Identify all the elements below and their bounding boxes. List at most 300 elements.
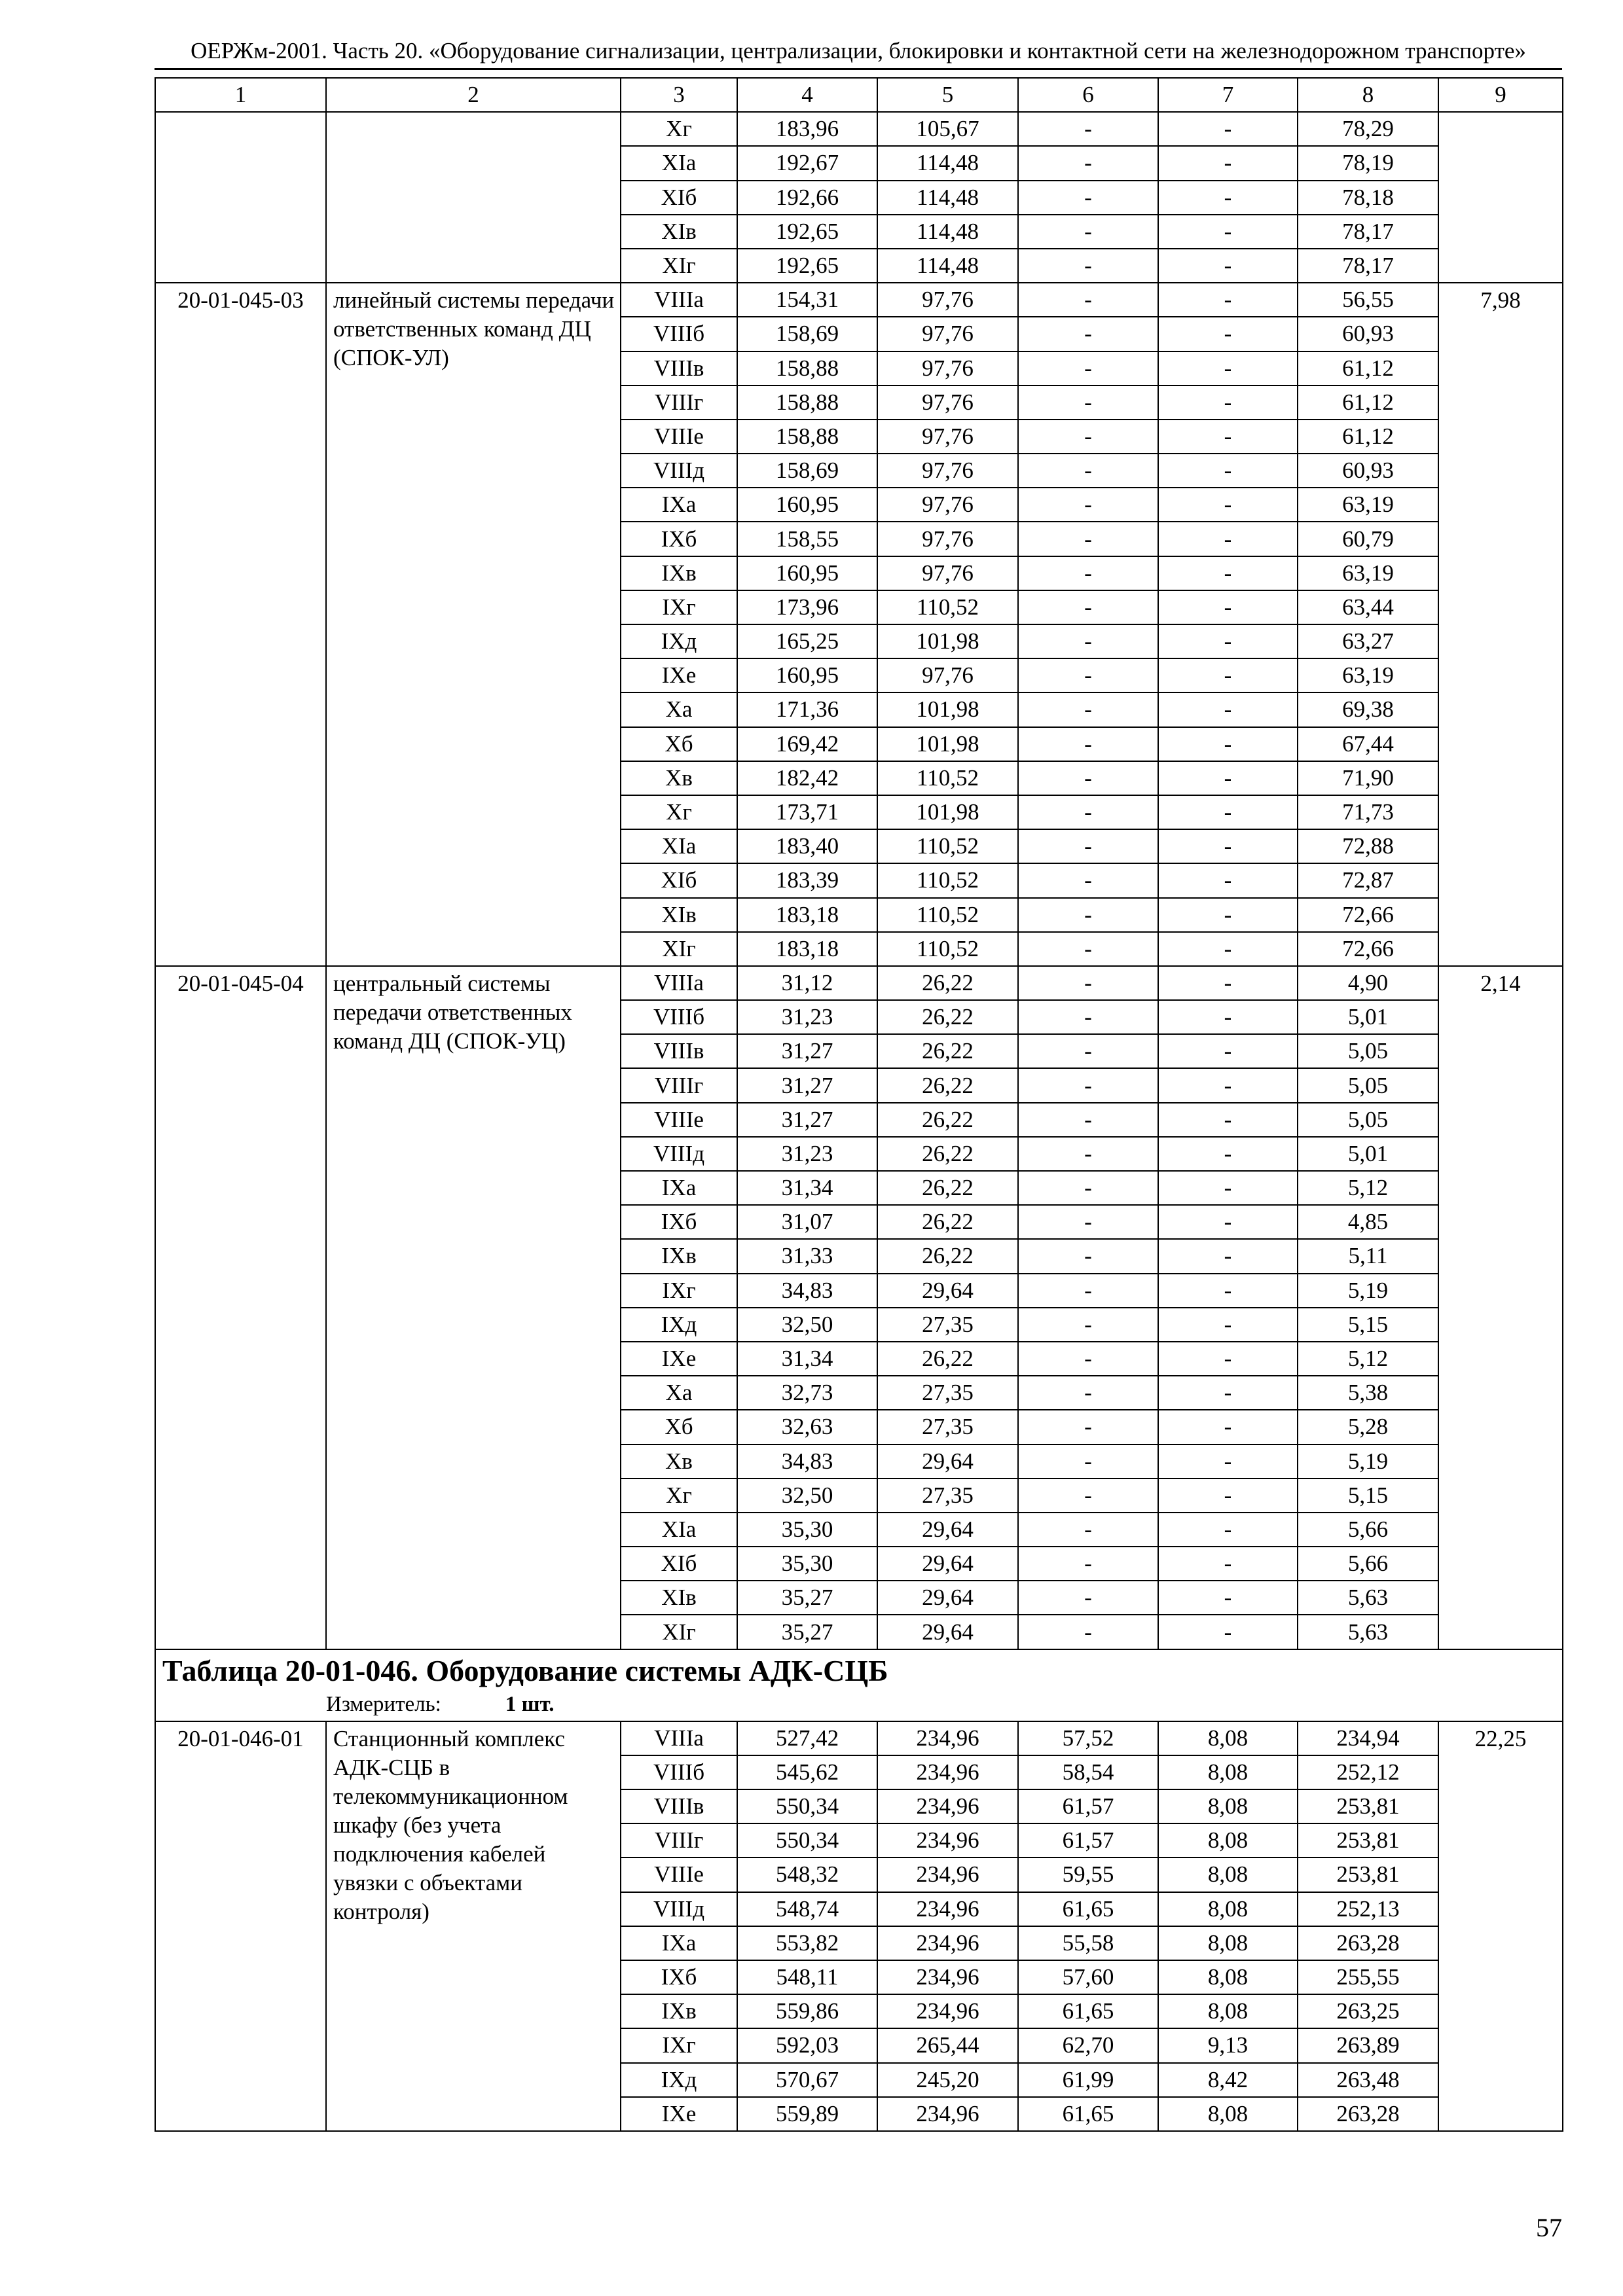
table-cell: 97,76 <box>877 351 1018 386</box>
column-number: 7 <box>1158 78 1298 112</box>
table-cell: - <box>1158 488 1298 522</box>
table-cell: - <box>1158 863 1298 897</box>
table-cell: 72,87 <box>1298 863 1438 897</box>
table-cell: 61,57 <box>1018 1823 1158 1857</box>
table-cell: Xa <box>621 692 737 726</box>
table-cell: - <box>1158 420 1298 454</box>
table-cell: 5,63 <box>1298 1615 1438 1649</box>
table-cell: - <box>1158 966 1298 1000</box>
table-cell: - <box>1158 317 1298 351</box>
table-cell: 5,12 <box>1298 1171 1438 1205</box>
table-cell: - <box>1018 966 1158 1000</box>
table-cell: VIIIб <box>621 1000 737 1034</box>
column-number: 1 <box>155 78 326 112</box>
table-cell: 263,89 <box>1298 2028 1438 2062</box>
table-cell: 8,42 <box>1158 2063 1298 2097</box>
table-cell: 61,65 <box>1018 1994 1158 2028</box>
column-number: 4 <box>737 78 877 112</box>
table-cell: 56,55 <box>1298 283 1438 317</box>
table-cell: XIг <box>621 932 737 966</box>
table-cell: 63,19 <box>1298 488 1438 522</box>
table-cell: 548,11 <box>737 1960 877 1994</box>
table-cell: 154,31 <box>737 283 877 317</box>
table-cell: 158,55 <box>737 522 877 556</box>
table-row <box>155 1721 1563 1755</box>
table-cell: 69,38 <box>1298 692 1438 726</box>
table-cell: 60,93 <box>1298 454 1438 488</box>
table-cell: 5,12 <box>1298 1342 1438 1376</box>
table-cell: 182,42 <box>737 761 877 795</box>
table-cell: 97,76 <box>877 283 1018 317</box>
table-cell: - <box>1158 181 1298 215</box>
table-cell: 263,28 <box>1298 2097 1438 2131</box>
table-cell: 72,66 <box>1298 898 1438 932</box>
table-cell: - <box>1158 386 1298 420</box>
table-cell: 67,44 <box>1298 727 1438 761</box>
table-cell: 570,67 <box>737 2063 877 2097</box>
table-cell: 550,34 <box>737 1789 877 1823</box>
table-cell: 29,64 <box>877 1547 1018 1581</box>
table-cell: 8,08 <box>1158 1994 1298 2028</box>
table-cell: 71,90 <box>1298 761 1438 795</box>
table-cell: 158,88 <box>737 351 877 386</box>
table-cell: 4,90 <box>1298 966 1438 1000</box>
table-cell: 72,66 <box>1298 932 1438 966</box>
table-cell: - <box>1018 386 1158 420</box>
table-cell: 29,64 <box>877 1274 1018 1308</box>
table-cell: 192,65 <box>737 249 877 283</box>
table-cell: 165,25 <box>737 624 877 658</box>
table-cell: 35,30 <box>737 1513 877 1547</box>
table-cell: 61,57 <box>1018 1789 1158 1823</box>
table-cell: 26,22 <box>877 1205 1018 1239</box>
table-cell: 61,12 <box>1298 386 1438 420</box>
column-number: 8 <box>1298 78 1438 112</box>
table-caption-row <box>155 1649 1563 1721</box>
table-cell: 553,82 <box>737 1926 877 1960</box>
column-9-value: 2,14 <box>1438 966 1563 1649</box>
table-cell: - <box>1158 351 1298 386</box>
table-cell: IXг <box>621 2028 737 2062</box>
table-cell: 5,01 <box>1298 1137 1438 1171</box>
table-cell: 550,34 <box>737 1823 877 1857</box>
table-cell: - <box>1018 1342 1158 1376</box>
table-cell: 105,67 <box>877 112 1018 146</box>
table-cell: 252,13 <box>1298 1892 1438 1926</box>
table-cell: - <box>1018 1068 1158 1102</box>
column-9-value: 7,98 <box>1438 283 1563 966</box>
column-number: 3 <box>621 78 737 112</box>
table-cell: 78,29 <box>1298 112 1438 146</box>
table-cell: - <box>1018 1308 1158 1342</box>
table-cell: - <box>1158 249 1298 283</box>
table-cell: 29,64 <box>877 1615 1018 1649</box>
table-cell: - <box>1158 522 1298 556</box>
table-cell: - <box>1018 181 1158 215</box>
table-cell: 72,88 <box>1298 829 1438 863</box>
table-cell: IXд <box>621 624 737 658</box>
table-cell: - <box>1018 1479 1158 1513</box>
table-cell: 158,69 <box>737 317 877 351</box>
table-cell: 183,96 <box>737 112 877 146</box>
table-cell: - <box>1158 761 1298 795</box>
table-cell: Xг <box>621 112 737 146</box>
table-cell: - <box>1018 283 1158 317</box>
table-cell: VIIIг <box>621 1068 737 1102</box>
table-cell: VIIIв <box>621 1789 737 1823</box>
table-cell: 35,27 <box>737 1581 877 1615</box>
table-cell: - <box>1018 1137 1158 1171</box>
table-cell: IXe <box>621 658 737 692</box>
column-number: 2 <box>326 78 621 112</box>
rate-name: центральный системы передачи ответственных команд ДЦ (СПОК-УЦ) <box>326 966 621 1649</box>
table-cell: 5,11 <box>1298 1239 1438 1273</box>
table-cell: 114,48 <box>877 249 1018 283</box>
table-cell: 31,23 <box>737 1137 877 1171</box>
table-cell: 57,52 <box>1018 1721 1158 1755</box>
table-cell: 110,52 <box>877 898 1018 932</box>
table-cell: 78,18 <box>1298 181 1438 215</box>
table-cell: - <box>1158 624 1298 658</box>
table-cell: 192,66 <box>737 181 877 215</box>
table-cell: 183,18 <box>737 932 877 966</box>
table-cell: - <box>1158 1581 1298 1615</box>
table-cell: 234,96 <box>877 1789 1018 1823</box>
table-cell: 97,76 <box>877 522 1018 556</box>
table-cell: VIIIa <box>621 966 737 1000</box>
table-cell: - <box>1018 454 1158 488</box>
table-cell: 5,01 <box>1298 1000 1438 1034</box>
table-cell: IXб <box>621 1205 737 1239</box>
table-cell: - <box>1018 317 1158 351</box>
table-cell: - <box>1158 932 1298 966</box>
table-cell: - <box>1158 283 1298 317</box>
table-cell: - <box>1018 727 1158 761</box>
table-cell: IXг <box>621 590 737 624</box>
table-cell: - <box>1158 692 1298 726</box>
rates-table <box>155 77 1563 2132</box>
table-cell: 60,79 <box>1298 522 1438 556</box>
table-cell: IXв <box>621 1239 737 1273</box>
table-cell: 114,48 <box>877 215 1018 249</box>
table-cell: - <box>1158 1171 1298 1205</box>
table-cell: 559,86 <box>737 1994 877 2028</box>
table-cell: - <box>1158 1205 1298 1239</box>
table-cell: - <box>1018 351 1158 386</box>
table-cell: 527,42 <box>737 1721 877 1755</box>
table-cell: 31,12 <box>737 966 877 1000</box>
table-cell: - <box>1018 420 1158 454</box>
table-cell: 57,60 <box>1018 1960 1158 1994</box>
table-cell: 234,96 <box>877 1960 1018 1994</box>
table-cell: 8,08 <box>1158 1892 1298 1926</box>
table-cell: 26,22 <box>877 1103 1018 1137</box>
table-cell: - <box>1018 1103 1158 1137</box>
table-cell: - <box>1158 146 1298 180</box>
table-cell: - <box>1018 488 1158 522</box>
table-cell: - <box>1018 1000 1158 1034</box>
table-cell: 5,05 <box>1298 1034 1438 1068</box>
table-cell: - <box>1018 658 1158 692</box>
table-cell: 32,73 <box>737 1376 877 1410</box>
table-cell: 31,34 <box>737 1171 877 1205</box>
table-cell: Xг <box>621 795 737 829</box>
table-cell: 97,76 <box>877 658 1018 692</box>
table-cell: 97,76 <box>877 454 1018 488</box>
measure-line <box>162 1691 1562 1721</box>
table-cell: Xб <box>621 727 737 761</box>
table-cell: 158,69 <box>737 454 877 488</box>
table-cell: 61,99 <box>1018 2063 1158 2097</box>
table-cell: - <box>1158 658 1298 692</box>
table-cell: VIIIa <box>621 1721 737 1755</box>
column-9-value: 22,25 <box>1438 1721 1563 2131</box>
table-cell: VIIIг <box>621 1823 737 1857</box>
table-cell: 114,48 <box>877 146 1018 180</box>
table-cell: 8,08 <box>1158 1960 1298 1994</box>
table-cell: 265,44 <box>877 2028 1018 2062</box>
table-cell: - <box>1018 761 1158 795</box>
table-cell: - <box>1158 795 1298 829</box>
table-cell: 110,52 <box>877 761 1018 795</box>
table-cell: XIб <box>621 1547 737 1581</box>
table-cell: - <box>1158 1274 1298 1308</box>
table-cell: 26,22 <box>877 1239 1018 1273</box>
table-cell: 26,22 <box>877 1000 1018 1034</box>
table-cell: - <box>1158 727 1298 761</box>
table-cell: 234,96 <box>877 1721 1018 1755</box>
table-cell: XIг <box>621 249 737 283</box>
measure-value: 1 шт. <box>505 1692 555 1716</box>
table-cell: VIIIe <box>621 1103 737 1137</box>
table-cell: 234,96 <box>877 1892 1018 1926</box>
table-cell: IXд <box>621 2063 737 2097</box>
table-cell: 97,76 <box>877 488 1018 522</box>
table-cell: 263,28 <box>1298 1926 1438 1960</box>
table-cell: 26,22 <box>877 1342 1018 1376</box>
table-cell: 8,08 <box>1158 1721 1298 1755</box>
table-cell: IXa <box>621 1926 737 1960</box>
table-cell: 59,55 <box>1018 1857 1158 1892</box>
table-cell: 35,30 <box>737 1547 877 1581</box>
table-cell: 97,76 <box>877 386 1018 420</box>
table-cell: - <box>1018 624 1158 658</box>
table-cell: 5,28 <box>1298 1410 1438 1444</box>
column-number: 9 <box>1438 78 1563 112</box>
table-cell: XIa <box>621 146 737 180</box>
table-cell: - <box>1018 556 1158 590</box>
table-cell: - <box>1018 1376 1158 1410</box>
table-cell: 263,25 <box>1298 1994 1438 2028</box>
table-cell: - <box>1158 1376 1298 1410</box>
table-cell: 26,22 <box>877 966 1018 1000</box>
table-cell: 5,15 <box>1298 1308 1438 1342</box>
table-cell: 31,34 <box>737 1342 877 1376</box>
table-cell: 31,07 <box>737 1205 877 1239</box>
table-cell: 183,18 <box>737 898 877 932</box>
table-cell: 32,50 <box>737 1308 877 1342</box>
table-cell: 31,23 <box>737 1000 877 1034</box>
table-cell: 61,65 <box>1018 2097 1158 2131</box>
table-cell: 234,96 <box>877 1926 1018 1960</box>
table-cell: 31,27 <box>737 1103 877 1137</box>
table-cell: 8,08 <box>1158 1926 1298 1960</box>
table-cell: 78,19 <box>1298 146 1438 180</box>
table-cell: 252,12 <box>1298 1755 1438 1789</box>
table-row <box>155 112 1563 146</box>
table-cell: - <box>1018 932 1158 966</box>
table-caption <box>155 1649 1563 1721</box>
table-cell: - <box>1158 556 1298 590</box>
table-cell: IXa <box>621 488 737 522</box>
table-cell: - <box>1158 1068 1298 1102</box>
table-cell: - <box>1158 829 1298 863</box>
table-cell: Xa <box>621 1376 737 1410</box>
table-cell: 26,22 <box>877 1137 1018 1171</box>
table-cell: VIIIг <box>621 386 737 420</box>
table-cell: VIIIa <box>621 283 737 317</box>
table-cell: - <box>1158 1615 1298 1649</box>
table-cell: 101,98 <box>877 795 1018 829</box>
table-cell: 234,96 <box>877 1994 1018 2028</box>
table-cell: XIв <box>621 898 737 932</box>
table-cell: 27,35 <box>877 1308 1018 1342</box>
table-cell: 63,27 <box>1298 624 1438 658</box>
table-cell: 97,76 <box>877 317 1018 351</box>
rate-code: 20-01-045-03 <box>155 283 326 966</box>
table-cell: 29,64 <box>877 1581 1018 1615</box>
table-cell: 160,95 <box>737 556 877 590</box>
table-cell: 234,96 <box>877 1857 1018 1892</box>
table-cell: XIв <box>621 1581 737 1615</box>
table-cell: 27,35 <box>877 1479 1018 1513</box>
table-cell: - <box>1018 898 1158 932</box>
table-cell: VIIIв <box>621 351 737 386</box>
table-cell: 26,22 <box>877 1068 1018 1102</box>
table-cell: - <box>1018 215 1158 249</box>
table-cell: VIIIд <box>621 454 737 488</box>
table-cell: 8,08 <box>1158 1823 1298 1857</box>
table-cell: 5,66 <box>1298 1547 1438 1581</box>
rate-name: линейный системы передачи ответственных команд ДЦ (СПОК-УЛ) <box>326 283 621 966</box>
page-number: 57 <box>1536 2213 1562 2242</box>
rate-code <box>155 112 326 283</box>
table-cell: 78,17 <box>1298 249 1438 283</box>
table-cell: - <box>1158 1103 1298 1137</box>
table-cell: 5,15 <box>1298 1479 1438 1513</box>
table-cell: 8,08 <box>1158 1789 1298 1823</box>
table-cell: 253,81 <box>1298 1789 1438 1823</box>
table-cell: 5,63 <box>1298 1581 1438 1615</box>
table-cell: 26,22 <box>877 1034 1018 1068</box>
table-cell: Xг <box>621 1479 737 1513</box>
table-cell: - <box>1158 1513 1298 1547</box>
table-cell: - <box>1018 590 1158 624</box>
table-cell: 63,44 <box>1298 590 1438 624</box>
table-cell: 253,81 <box>1298 1823 1438 1857</box>
table-cell: IXд <box>621 1308 737 1342</box>
table-cell: 5,19 <box>1298 1274 1438 1308</box>
table-cell: 58,54 <box>1018 1755 1158 1789</box>
table-cell: 71,73 <box>1298 795 1438 829</box>
table-cell: 97,76 <box>877 420 1018 454</box>
table-cell: XIa <box>621 829 737 863</box>
table-cell: 60,93 <box>1298 317 1438 351</box>
table-cell: 245,20 <box>877 2063 1018 2097</box>
table-cell: 255,55 <box>1298 1960 1438 1994</box>
table-cell: 101,98 <box>877 624 1018 658</box>
table-cell: 8,08 <box>1158 2097 1298 2131</box>
table-cell: 253,81 <box>1298 1857 1438 1892</box>
table-cell: IXe <box>621 1342 737 1376</box>
table-cell: - <box>1158 590 1298 624</box>
table-cell: 192,67 <box>737 146 877 180</box>
table-cell: 110,52 <box>877 932 1018 966</box>
table-cell: 173,71 <box>737 795 877 829</box>
table-cell: VIIIб <box>621 317 737 351</box>
table-cell: 545,62 <box>737 1755 877 1789</box>
table-cell: XIв <box>621 215 737 249</box>
table-cell: VIIIб <box>621 1755 737 1789</box>
rate-code: 20-01-045-04 <box>155 966 326 1649</box>
table-cell: 234,94 <box>1298 1721 1438 1755</box>
table-cell: 78,17 <box>1298 215 1438 249</box>
table-cell: 63,19 <box>1298 658 1438 692</box>
table-cell: VIIIв <box>621 1034 737 1068</box>
table-cell: 548,32 <box>737 1857 877 1892</box>
table-cell: XIб <box>621 863 737 897</box>
table-cell: 34,83 <box>737 1274 877 1308</box>
table-cell: - <box>1018 1513 1158 1547</box>
table-cell: 592,03 <box>737 2028 877 2062</box>
table-cell: 29,64 <box>877 1513 1018 1547</box>
table-cell: 61,12 <box>1298 351 1438 386</box>
table-cell: - <box>1018 795 1158 829</box>
table-cell: 183,39 <box>737 863 877 897</box>
table-cell: 55,58 <box>1018 1926 1158 1960</box>
table-cell: Xб <box>621 1410 737 1444</box>
table-cell: 31,27 <box>737 1034 877 1068</box>
table-cell: IXб <box>621 522 737 556</box>
table-cell: 160,95 <box>737 658 877 692</box>
table-cell: 34,83 <box>737 1444 877 1479</box>
table-cell: 4,85 <box>1298 1205 1438 1239</box>
table-cell: IXб <box>621 1960 737 1994</box>
table-cell: IXг <box>621 1274 737 1308</box>
table-cell: 31,33 <box>737 1239 877 1273</box>
table-cell: 110,52 <box>877 590 1018 624</box>
table-cell: 559,89 <box>737 2097 877 2131</box>
table-cell: 8,08 <box>1158 1755 1298 1789</box>
table-cell: IXв <box>621 556 737 590</box>
table-cell: 263,48 <box>1298 2063 1438 2097</box>
table-cell: VIIIe <box>621 1857 737 1892</box>
table-cell: Xв <box>621 1444 737 1479</box>
table-cell: XIг <box>621 1615 737 1649</box>
table-cell: - <box>1018 1205 1158 1239</box>
table-cell: 63,19 <box>1298 556 1438 590</box>
table-cell: Xв <box>621 761 737 795</box>
table-cell: 5,38 <box>1298 1376 1438 1410</box>
table-cell: 101,98 <box>877 727 1018 761</box>
table-cell: - <box>1158 1239 1298 1273</box>
table-cell: VIIIд <box>621 1892 737 1926</box>
table-cell: 548,74 <box>737 1892 877 1926</box>
table-title: Таблица 20-01-046. Оборудование системы АДК-СЦБ <box>162 1653 888 1687</box>
table-cell: - <box>1018 829 1158 863</box>
table-cell: 173,96 <box>737 590 877 624</box>
table-cell: 32,63 <box>737 1410 877 1444</box>
